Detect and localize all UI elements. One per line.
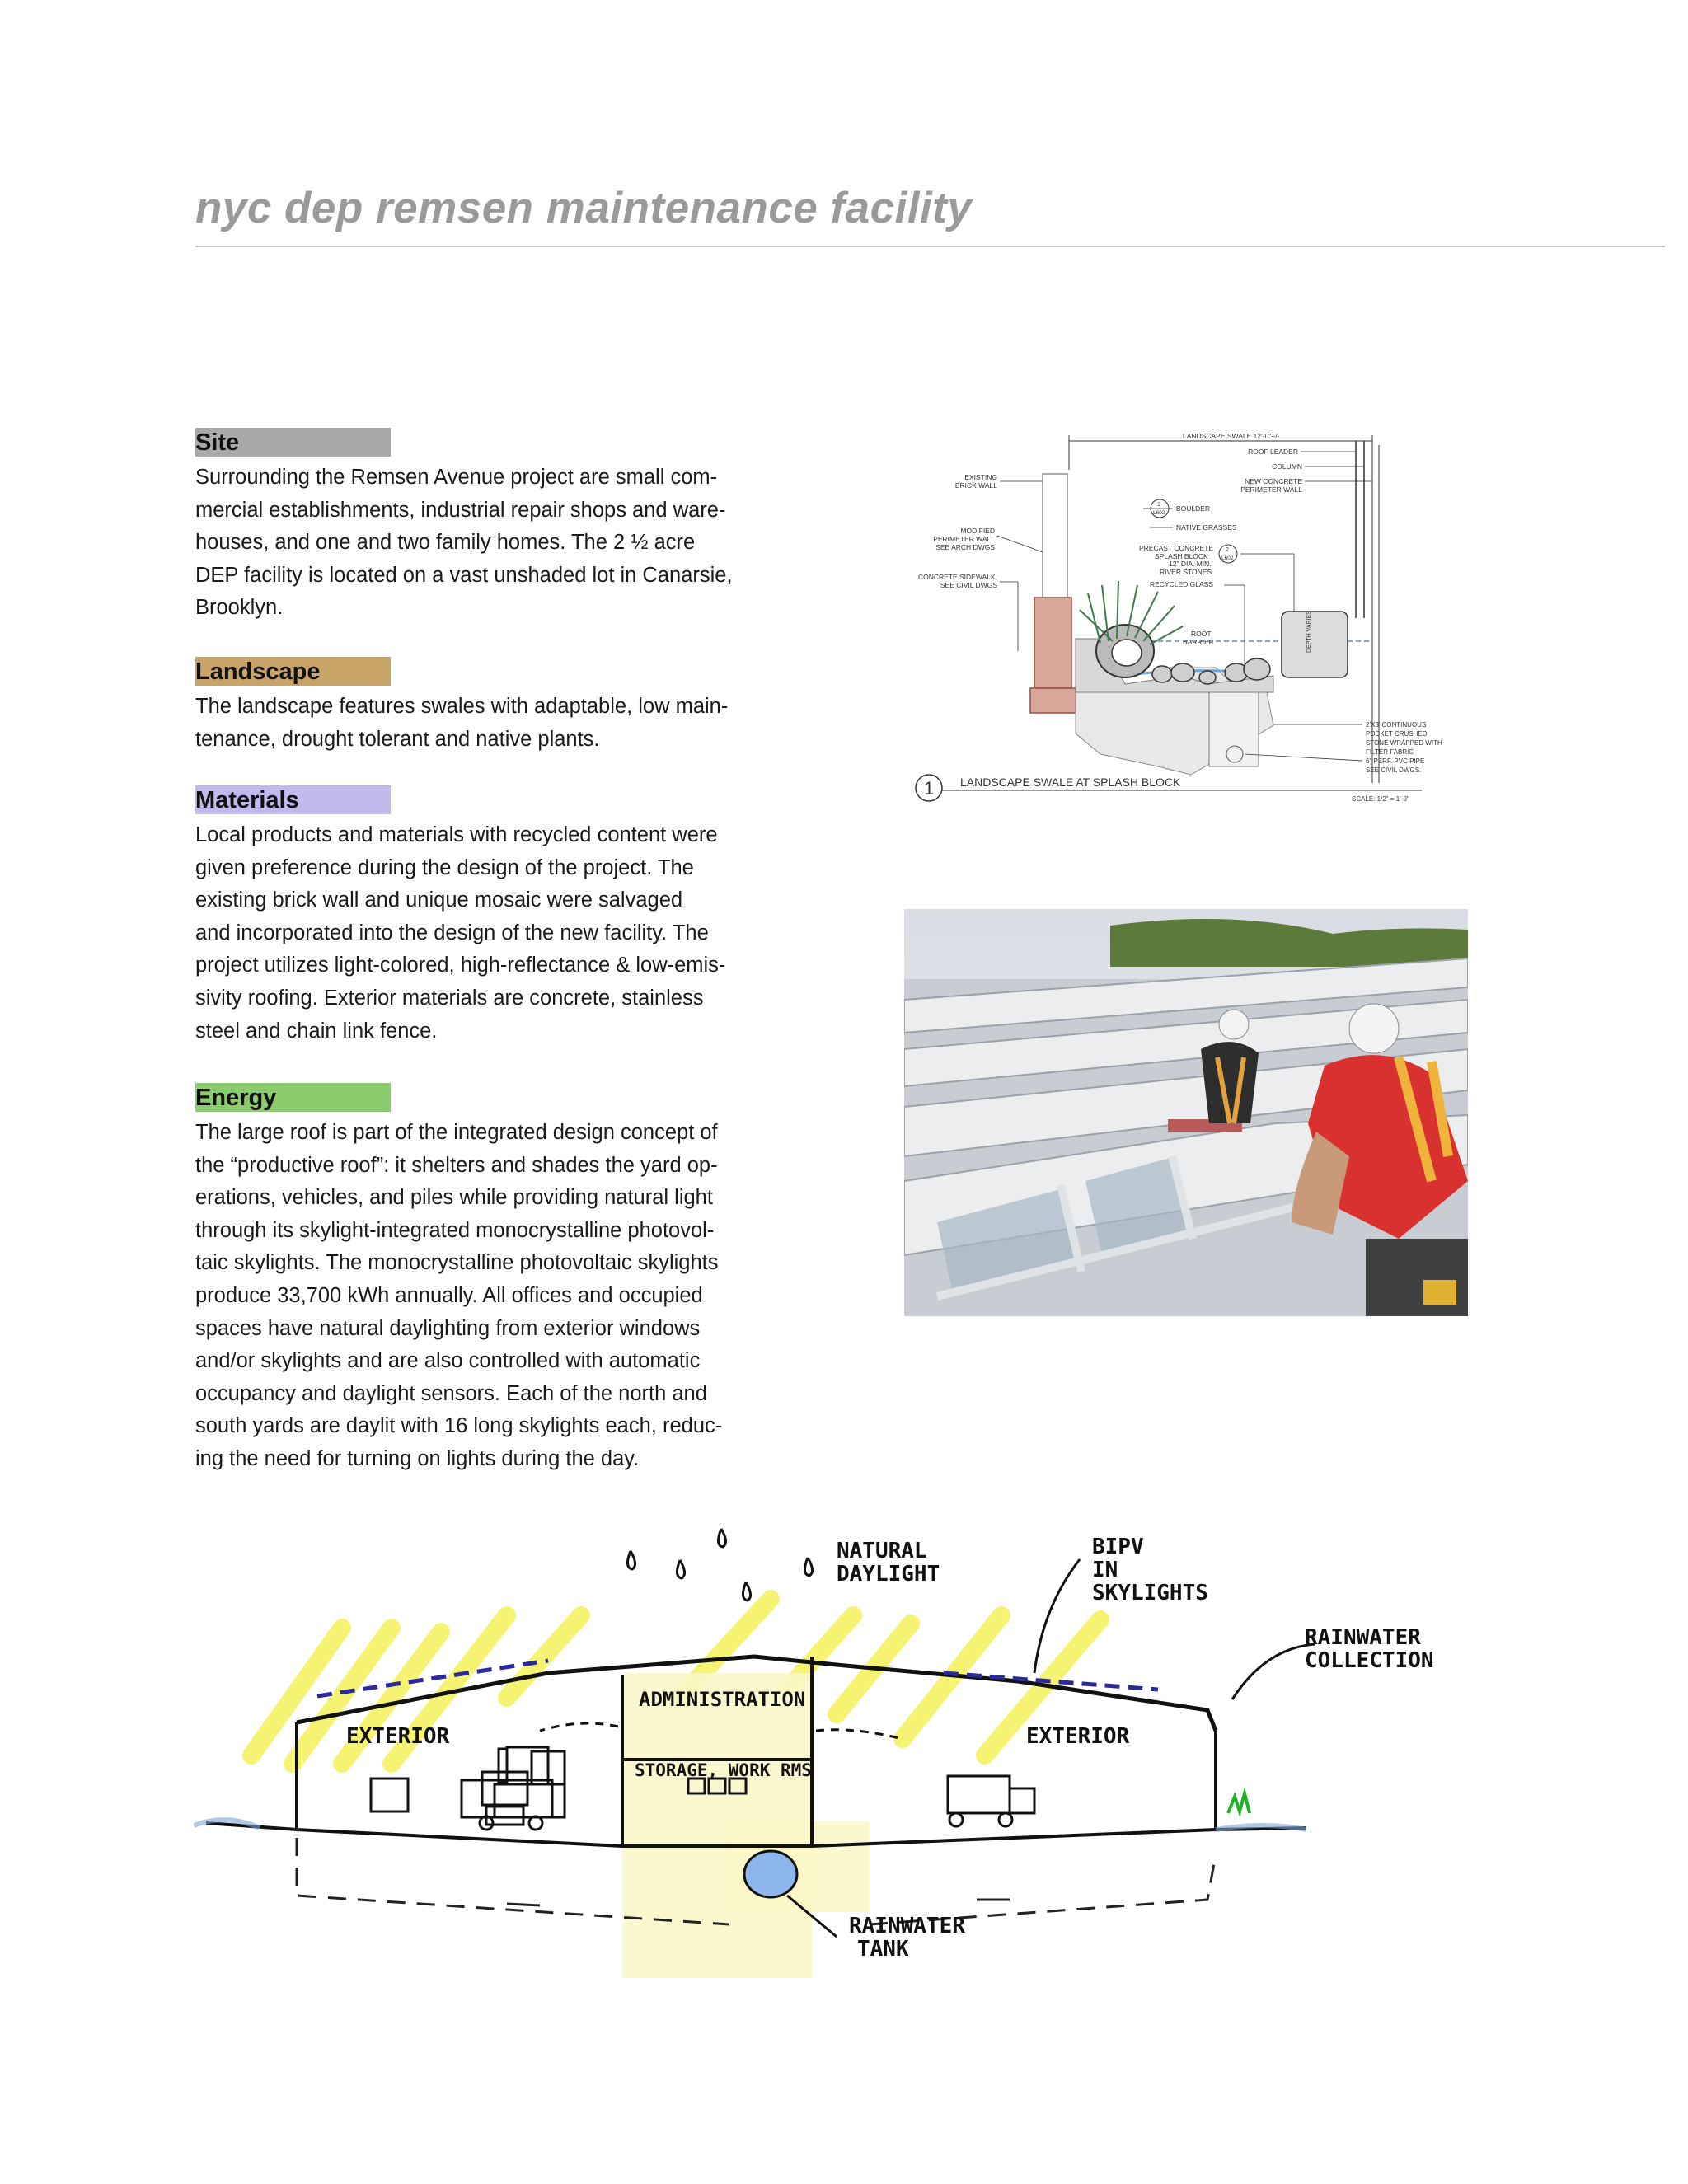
detail-number: 1 — [924, 778, 935, 799]
label-precast-concrete: PRECAST CONCRETE — [1139, 544, 1214, 552]
label-natural: NATURAL — [837, 1539, 927, 1563]
body-line: steel and chain link fence. — [195, 1019, 438, 1043]
section-heading-materials: Materials — [195, 785, 391, 814]
body-line: Brooklyn. — [195, 596, 284, 620]
label-daylight: DAYLIGHT — [837, 1562, 940, 1586]
section-energy — [195, 1083, 764, 1476]
page-title: nyc dep remsen maintenance facility — [195, 184, 973, 232]
body-line: The large roof is part of the integrated design concept of — [195, 1121, 718, 1144]
skylight-installation-photo — [904, 909, 1468, 1316]
label-new-concrete: NEW CONCRETE — [1245, 477, 1302, 485]
label-rainwater: RAINWATER — [1305, 1625, 1421, 1650]
label-pvc-pipe: 6" PERF. PVC PIPE — [1366, 757, 1425, 765]
body-line: ing the need for turning on lights during the day. — [195, 1446, 640, 1470]
body-line: given preference during the design of the project. The — [195, 855, 694, 879]
body-line: and/or skylights and are also controlled with automatic — [195, 1349, 701, 1373]
label-rainwater-tank-1: RAINWATER — [849, 1914, 965, 1938]
label-brick-wall: BRICK WALL — [954, 481, 997, 490]
label-bipv: BIPV — [1092, 1535, 1144, 1559]
label-see-arch: SEE ARCH DWGS — [935, 543, 995, 551]
label-river-stones: RIVER STONES — [1160, 568, 1212, 576]
label-concrete-sidewalk: CONCRETE SIDEWALK, — [917, 573, 997, 581]
swale-detail-drawing — [911, 429, 1455, 808]
body-line: Surrounding the Remsen Avenue project are small com- — [195, 466, 718, 489]
label-collection: COLLECTION — [1305, 1648, 1434, 1673]
detail-scale: SCALE: 1/2" = 1'-0" — [1352, 795, 1409, 803]
section-heading-landscape: Landscape — [195, 657, 391, 686]
label-new-perimeter-wall: PERIMETER WALL — [1240, 485, 1302, 494]
body-line: The landscape features swales with adaptable, low main- — [195, 695, 729, 718]
section-body-materials — [195, 819, 764, 1047]
body-line: project utilizes light-colored, high-reflectance & low-emis- — [195, 954, 726, 977]
label-skylights: SKYLIGHTS — [1092, 1581, 1208, 1605]
label-barrier: BARRIER — [1183, 638, 1214, 646]
body-line: Local products and materials with recycled content were — [195, 823, 718, 846]
label-existing: EXISTING — [964, 473, 997, 481]
dimension-label: LANDSCAPE SWALE 12'-0"+/- — [1183, 432, 1280, 440]
body-line: through its skylight-integrated monocrystalline photovol- — [195, 1218, 715, 1242]
ref-number-1: 1 — [1157, 502, 1160, 508]
ref-sheet-1: L602 — [1153, 510, 1165, 516]
body-line: spaces have natural daylighting from exterior windows — [195, 1316, 701, 1340]
label-storage-work-rms: STORAGE, WORK RMS — [635, 1760, 812, 1780]
label-root: ROOT — [1191, 630, 1212, 638]
ref-number-2: 2 — [1226, 547, 1229, 553]
detail-caption: LANDSCAPE SWALE AT SPLASH BLOCK — [960, 776, 1181, 789]
label-exterior-left: EXTERIOR — [346, 1724, 450, 1749]
label-modified: MODIFIED — [960, 527, 995, 535]
body-line: existing brick wall and unique mosaic were salvaged — [195, 888, 683, 912]
label-perimeter-wall: PERIMETER WALL — [933, 535, 995, 543]
label-column: COLUMN — [1272, 462, 1302, 471]
label-exterior-right: EXTERIOR — [1026, 1724, 1130, 1749]
section-body-energy — [195, 1117, 764, 1476]
title-divider — [195, 246, 1665, 247]
section-materials — [195, 785, 764, 1047]
body-line: tenance, drought tolerant and native plants. — [195, 727, 600, 751]
label-filter-fabric: FILTER FABRIC — [1366, 748, 1414, 756]
label-roof-leader: ROOF LEADER — [1248, 448, 1298, 456]
label-pocket-crushed: POCKET CRUSHED — [1366, 730, 1428, 738]
body-line: occupancy and daylight sensors. Each of the north and — [195, 1381, 707, 1405]
label-administration: ADMINISTRATION — [639, 1688, 806, 1711]
label-see-civil-dwgs: SEE CIVIL DWGS. — [1366, 766, 1422, 774]
body-line: houses, and one and two family homes. The 2 ½ acre — [195, 531, 696, 555]
section-heading-site: Site — [195, 428, 391, 457]
body-line: mercial establishments, industrial repair shops and ware- — [195, 498, 726, 522]
label-see-civil: SEE CIVIL DWGS — [940, 581, 997, 589]
label-in: IN — [1092, 1558, 1118, 1582]
section-landscape — [195, 657, 764, 756]
body-line: taic skylights. The monocrystalline photovoltaic skylights — [195, 1251, 719, 1275]
body-line: south yards are daylit with 16 long skylights each, reduc- — [195, 1414, 723, 1438]
label-dia-min: 12" DIA. MIN. — [1169, 560, 1212, 568]
label-stone-wrapped: STONE WRAPPED WITH — [1366, 739, 1442, 747]
label-recycled-glass: RECYCLED GLASS — [1150, 580, 1213, 588]
label-boulder: BOULDER — [1176, 504, 1211, 513]
body-line: and incorporated into the design of the new facility. The — [195, 921, 709, 944]
label-continuous: 2'X3' CONTINUOUS — [1366, 721, 1427, 729]
section-body-site — [195, 462, 764, 625]
label-splash-block: SPLASH BLOCK — [1155, 552, 1208, 560]
building-section-sketch — [194, 1483, 1479, 1978]
body-line: erations, vehicles, and piles while providing natural light — [195, 1186, 713, 1210]
label-native-grasses: NATIVE GRASSES — [1176, 523, 1237, 532]
section-heading-energy: Energy — [195, 1083, 391, 1112]
section-body-landscape — [195, 691, 764, 756]
body-line: DEP facility is located on a vast unshaded lot in Canarsie, — [195, 563, 733, 587]
body-line: produce 33,700 kWh annually. All offices and occupied — [195, 1283, 703, 1307]
label-rainwater-tank-2: TANK — [857, 1937, 909, 1961]
body-line: the “productive roof”: it shelters and shades the yard op- — [195, 1153, 718, 1177]
depth-label: DEPTH VARIES — [1306, 611, 1312, 653]
ref-sheet-2: L602 — [1221, 555, 1234, 561]
section-site — [195, 428, 764, 625]
body-line: sivity roofing. Exterior materials are concrete, stainless — [195, 986, 704, 1010]
